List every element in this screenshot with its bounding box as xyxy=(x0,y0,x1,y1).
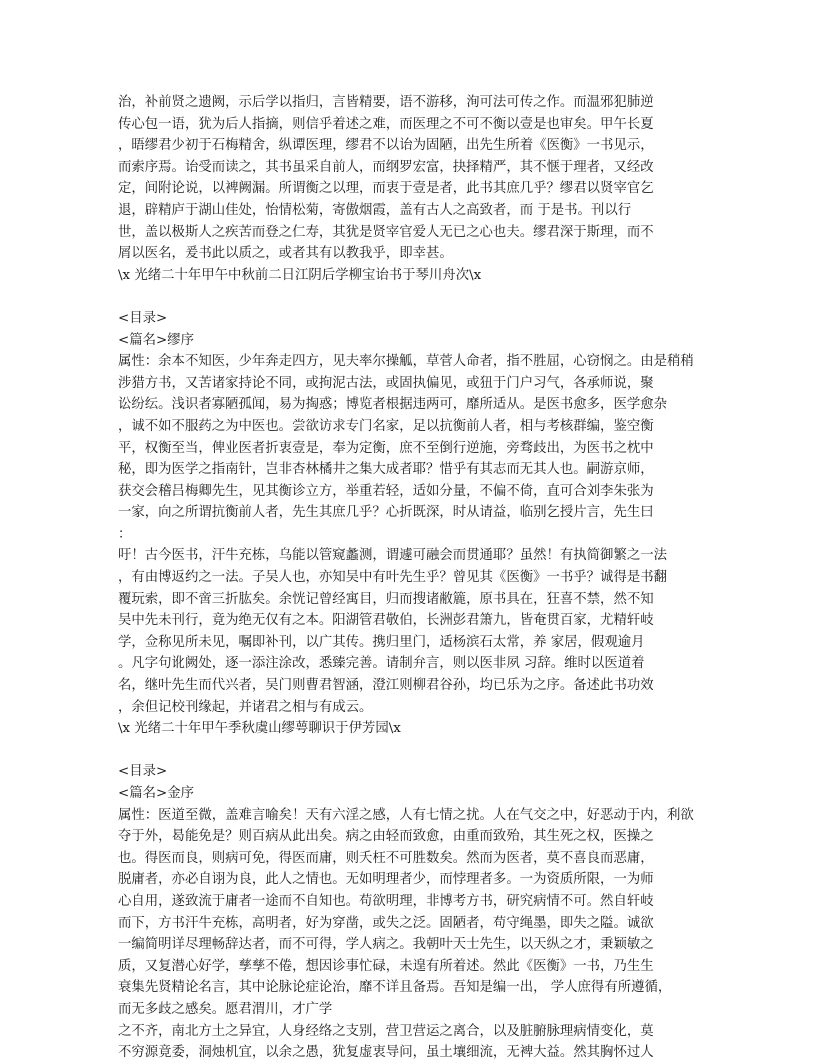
text-line: ，诚不如不服药之为中医也。尝欲访求专门名家，足以抗衡前人者，相与考核群编，鉴空衡 xyxy=(118,418,654,434)
text-line: 讼纷纭。浅识者寡陋孤闻，易为掏惑；博览者根据违两可，靡所适从。是医书愈多，医学愈杂 xyxy=(118,397,668,413)
text-line: 也。得医而良，则病可免，得医而庸，则夭枉不可胜数矣。然而为医者，莫不喜良而恶庸， xyxy=(118,850,654,866)
text-line: 名，继叶先生而代兴者，吴门则曹君智涵，澄江则柳君谷孙，均已乐为之序。备述此书功效 xyxy=(118,678,654,694)
text-line: 治，补前贤之遗阙，示后学以指归，言皆精要，语不游移，洵可法可传之作。而温邪犯肺逆 xyxy=(118,95,654,110)
text-line: \x 光绪二十年甲午中秋前二日江阴后学柳宝诒书于琴川舟次\x xyxy=(118,267,482,283)
text-line: 学，佥称见所未见，嘱即补刊，以广其传。携归里门，适杨滨石太常，养 家居，假观逾月 xyxy=(118,634,645,650)
text-line: 定，间附论说，以裨阙漏。所谓衡之以理，而衷于壹是者，此书其庶几乎？缪君以贤宰官乞 xyxy=(118,181,654,197)
text-line: 一家，向之所谓抗衡前人者，先生其庶几乎？心折既深，时从请益，临别乞授片言，先生曰 xyxy=(118,505,654,521)
text-line: 脱庸者，亦必自诩为良，此人之情也。无如明理者少，而悖理者多。一为资质所限，一为师 xyxy=(118,872,654,888)
text-line: 而无多歧之感矣。愿君渭川，才广学 xyxy=(118,1001,333,1017)
text-line: 退，辟精庐于湖山佳处，怡情松菊，寄傲烟霞，盖有古人之高致者，而 于是书。刊以行 xyxy=(118,202,632,218)
document-body xyxy=(118,92,698,1064)
text-line: ，有由博返约之一法。子吴人也，亦知吴中有叶先生乎？曾见其《医衡》一书乎？诚得是书翻 xyxy=(118,570,668,586)
text-line: 平，权衡至当，俾业医者折衷壹是，奉为定衡，庶不至倒行逆施，旁骛歧出，为医书之枕中 xyxy=(118,440,654,456)
text-line: 质，又复潜心好学，孳孳不倦，想因诊事忙碌，未遑有所着述。然此《医衡》一书，乃生生 xyxy=(118,958,654,974)
text-line: 属性：医道至微，盖难言喻矣！天有六淫之感，人有七情之扰。人在气交之中，好恶动于内，利欲 xyxy=(118,807,694,823)
text-line: 心自用，遂致流于庸者一途而不自知也。苟欲明理，非博考方书，研究病情不可。然自轩岐 xyxy=(118,893,654,909)
text-line: ，余但记校刊缘起，并诸君之相与有成云。 xyxy=(118,699,373,715)
text-line: 吴中先未刊行，竟为绝无仅有之本。阳湖管君敬伯，长洲彭君箫九，皆奄贯百家，尤精轩岐 xyxy=(118,613,654,629)
text-line: \x 光绪二十年甲午季秋虞山缪萼聊识于伊芳园\x xyxy=(118,721,401,737)
text-line: 不穷源竟委，洞烛机宜，以余之愚，犹复虚衷导问，虽土壤细流，无裨大益。然其胸怀过人 xyxy=(118,1045,654,1061)
text-line: <目录> xyxy=(118,764,168,780)
text-line: 秘，即为医学之指南针，岂非杏林橘井之集大成者耶？惜乎有其志而无其人也。嗣游京师， xyxy=(118,462,654,478)
text-line: 吁！古今医书，汗牛充栋，乌能以管窥蠡测，谓遽可融会而贯通耶？虽然！有执简御繁之一法 xyxy=(118,548,668,564)
text-line: <目录> xyxy=(118,310,168,326)
text-line: 屑以医名，爰书此以质之，或者其有以教我乎，即幸甚。 xyxy=(118,246,453,262)
blank-line xyxy=(118,286,698,308)
text-line: 世，盖以极斯人之疾苦而登之仁寿，其犹是贤宰官爱人无已之心也夫。缪君深于斯理，而不 xyxy=(118,224,654,240)
text-line: 之不齐，南北方土之异宜，人身经络之支别，营卫营运之离合，以及脏腑脉理病情变化，莫 xyxy=(118,1023,654,1039)
text-line: 一编简明详尽理畅辞达者，而不可得，学人病之。我朝叶天士先生，以天纵之才，秉颖敏之 xyxy=(118,937,654,953)
text-line: <篇名>金序 xyxy=(118,786,195,801)
blank-line xyxy=(118,740,698,762)
text-line: 而下，方书汗牛充栋，高明者，好为穿凿，或失之泛。固陋者，苟守绳墨，即失之隘。诚欲 xyxy=(118,915,654,931)
text-line: 涉猎方书，又苦诸家持论不同，或拘泥古法，或固执偏见，或狃于门户习气，各承师说，聚 xyxy=(118,375,654,391)
text-line: 衰集先贤精论名言，其中论脉论症论治，靡不详且备焉。吾知是编一出， 学人庶得有所遵循， xyxy=(118,980,672,996)
text-line: ，晤缪君少初于石梅精舍，纵谭医理，缪君不以诒为固陋，出先生所着《医衡》一书见示， xyxy=(118,138,654,154)
text-line: 而索序焉。诒受而读之，其书虽采自前人，而纲罗宏富，抉择精严，其不惬于理者，又经改 xyxy=(118,159,654,175)
text-line: 覆玩索，即不啻三折肱矣。余恍记曾经寓目，归而搜诸敝簏，原书具在，狂喜不禁，然不知 xyxy=(118,591,654,607)
text-line: <篇名>缪序 xyxy=(118,332,195,348)
text-line: 。凡字句讹阙处，逐一添注涂改，悉臻完善。请制弁言，则以医非夙 习辞。维时以医道着 xyxy=(118,656,645,672)
text-line: ： xyxy=(118,526,132,542)
text-line: 夺于外，曷能免是？则百病从此出矣。病之由轻而致愈，由重而致殆，其生死之权，医操之 xyxy=(118,829,654,845)
text-line: 获交会稽吕梅卿先生，见其衡诊立方，举重若轻，适如分量，不偏不倚，直可合刘李朱张为 xyxy=(118,483,654,499)
text-line: 传心包一语，犹为后人指摘，则信乎着述之难，而医理之不可不衡以壹是也审矣。甲午长夏 xyxy=(118,116,654,132)
text-line: 属性：余本不知医，少年奔走四方，见夫率尔操觚，草菅人命者，指不胜屈，心窃悯之。由是稍稍 xyxy=(118,354,694,370)
